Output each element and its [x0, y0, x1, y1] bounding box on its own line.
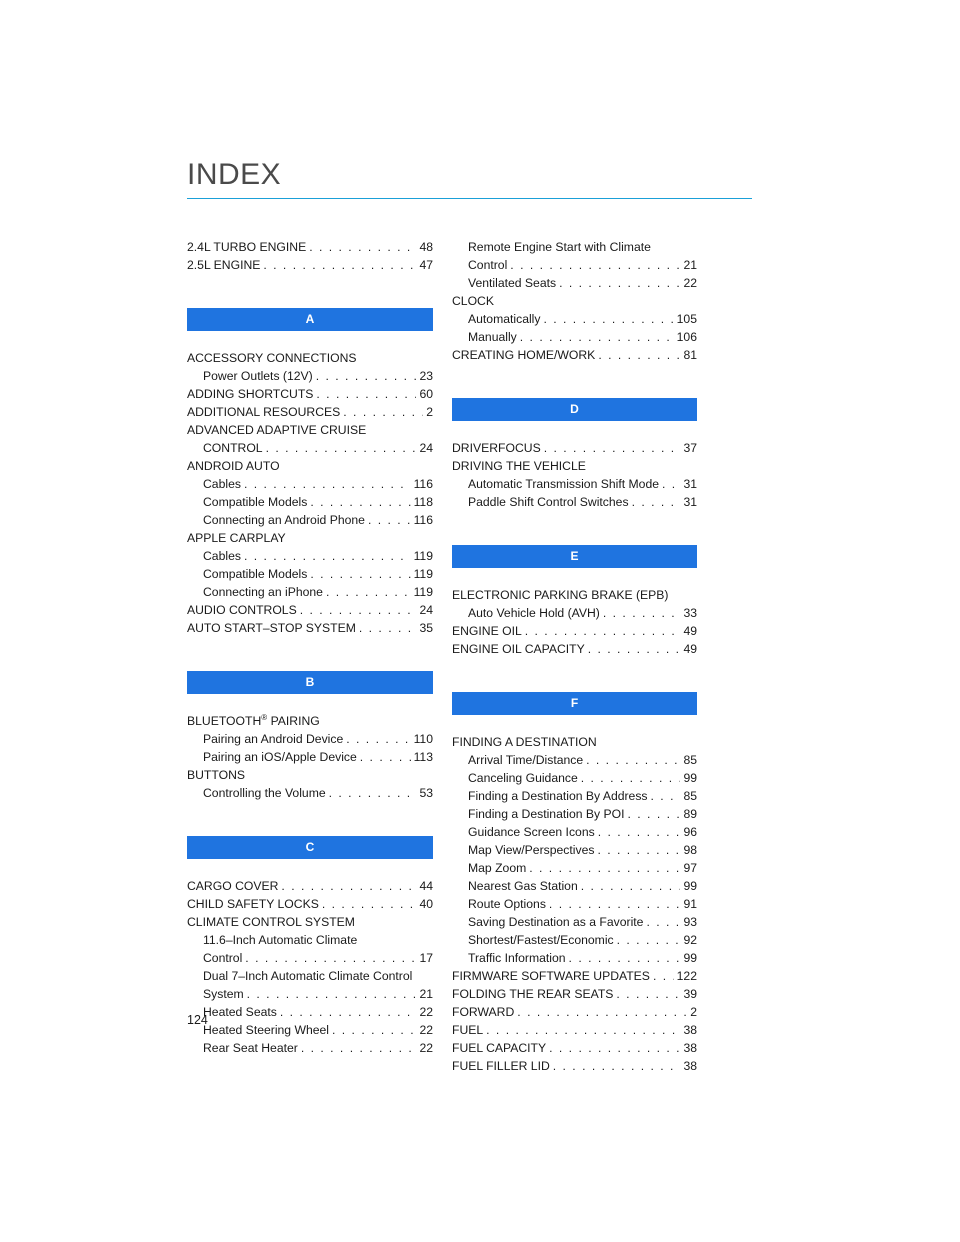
index-heading: DRIVING THE VEHICLE	[452, 459, 586, 473]
index-entry[interactable]: Compatible Models . . . 119	[187, 565, 433, 583]
index-entry[interactable]: AUTO START–STOP SYSTEM . . . 35	[187, 619, 433, 637]
index-entry[interactable]: ADDING SHORTCUTS . . . 60	[187, 385, 433, 403]
index-entry[interactable]: Pairing an Android Device . . . 110	[187, 730, 433, 748]
index-entry[interactable]: 2.4L TURBO ENGINE . . . 48	[187, 238, 433, 256]
index-entry[interactable]: FUEL FILLER LID . . . 38	[452, 1057, 697, 1075]
section-header-f: F	[452, 692, 697, 715]
index-entry[interactable]: FIRMWARE SOFTWARE UPDATES . . . 122	[452, 967, 697, 985]
index-entry[interactable]: Power Outlets (12V) . . . 23	[187, 367, 433, 385]
index-entry[interactable]: DRIVERFOCUS . . . 37	[452, 439, 697, 457]
index-entry[interactable]: Guidance Screen Icons . . . 96	[452, 823, 697, 841]
index-entry[interactable]: Cables . . . 119	[187, 547, 433, 565]
index-entry[interactable]: Canceling Guidance . . . 99	[452, 769, 697, 787]
index-entry[interactable]: Cables . . . 116	[187, 475, 433, 493]
index-heading: ADVANCED ADAPTIVE CRUISE	[187, 423, 367, 437]
index-entry[interactable]: ENGINE OIL . . . 49	[452, 622, 697, 640]
index-entry[interactable]: Shortest/Fastest/Economic . . . 92	[452, 931, 697, 949]
section-header-b: B	[187, 671, 433, 694]
section-header-c: C	[187, 836, 433, 859]
index-heading: BUTTONS	[187, 768, 246, 782]
index-entry[interactable]: ENGINE OIL CAPACITY . . . 49	[452, 640, 697, 658]
index-entry[interactable]: CHILD SAFETY LOCKS . . . 40	[187, 895, 433, 913]
index-entry[interactable]: Controlling the Volume . . . 53	[187, 784, 433, 802]
index-entry[interactable]: 2.5L ENGINE . . . 47	[187, 256, 433, 274]
index-heading: Dual 7–Inch Automatic Climate Control	[203, 969, 413, 983]
index-entry[interactable]: CONTROL . . . 24	[187, 439, 433, 457]
index-entry[interactable]: Ventilated Seats . . . 22	[452, 274, 697, 292]
index-entry[interactable]: Map Zoom . . . 97	[452, 859, 697, 877]
index-heading: BLUETOOTH® PAIRING	[187, 712, 320, 728]
index-entry[interactable]: Arrival Time/Distance . . . 85	[452, 751, 697, 769]
index-entry[interactable]: Pairing an iOS/Apple Device . . . 113	[187, 748, 433, 766]
index-entry[interactable]: Control . . . 17	[187, 949, 433, 967]
page-number: 124	[187, 1013, 208, 1027]
index-entry[interactable]: Rear Seat Heater . . . 22	[187, 1039, 433, 1057]
index-heading: APPLE CARPLAY	[187, 531, 286, 545]
index-entry[interactable]: Compatible Models . . . 118	[187, 493, 433, 511]
index-entry[interactable]: Automatic Transmission Shift Mode . . . 31	[452, 475, 697, 493]
index-entry[interactable]: Traffic Information . . . 99	[452, 949, 697, 967]
index-heading: Remote Engine Start with Climate	[468, 240, 651, 254]
index-entry[interactable]: FORWARD . . . 2	[452, 1003, 697, 1021]
index-entry[interactable]: FUEL . . . 38	[452, 1021, 697, 1039]
index-entry[interactable]: Control . . . 21	[452, 256, 697, 274]
index-entry[interactable]: Finding a Destination By Address . . . 85	[452, 787, 697, 805]
index-entry[interactable]: Auto Vehicle Hold (AVH) . . . 33	[452, 604, 697, 622]
index-entry[interactable]: Nearest Gas Station . . . 99	[452, 877, 697, 895]
index-heading: ACCESSORY CONNECTIONS	[187, 351, 357, 365]
index-entry[interactable]: Automatically . . . 105	[452, 310, 697, 328]
index-entry[interactable]: Paddle Shift Control Switches . . . 31	[452, 493, 697, 511]
index-entry[interactable]: CREATING HOME/WORK . . . 81	[452, 346, 697, 364]
index-entry[interactable]: Finding a Destination By POI . . . 89	[452, 805, 697, 823]
index-entry[interactable]: Map View/Perspectives . . . 98	[452, 841, 697, 859]
page-title: INDEX	[187, 158, 282, 191]
index-heading: CLIMATE CONTROL SYSTEM	[187, 915, 355, 929]
index-entry[interactable]: Connecting an iPhone . . . 119	[187, 583, 433, 601]
index-column-left	[187, 238, 433, 1057]
index-entry[interactable]: Saving Destination as a Favorite . . . 93	[452, 913, 697, 931]
index-entry[interactable]: FOLDING THE REAR SEATS . . . 39	[452, 985, 697, 1003]
index-entry[interactable]: Heated Seats . . . 22	[187, 1003, 433, 1021]
index-entry[interactable]: System . . . 21	[187, 985, 433, 1003]
index-entry[interactable]: Route Options . . . 91	[452, 895, 697, 913]
index-entry[interactable]: AUDIO CONTROLS . . . 24	[187, 601, 433, 619]
index-heading: CLOCK	[452, 294, 494, 308]
section-header-a: A	[187, 308, 433, 331]
index-heading: ELECTRONIC PARKING BRAKE (EPB)	[452, 588, 669, 602]
section-header-d: D	[452, 398, 697, 421]
index-entry[interactable]: CARGO COVER . . . 44	[187, 877, 433, 895]
index-heading: 11.6–Inch Automatic Climate	[203, 933, 358, 947]
section-header-e: E	[452, 545, 697, 568]
index-heading: ANDROID AUTO	[187, 459, 280, 473]
index-column-right	[452, 238, 697, 1075]
index-entry[interactable]: ADDITIONAL RESOURCES . . . 2	[187, 403, 433, 421]
index-entry[interactable]: Connecting an Android Phone . . . 116	[187, 511, 433, 529]
title-divider	[187, 198, 752, 199]
index-entry[interactable]: FUEL CAPACITY . . . 38	[452, 1039, 697, 1057]
index-heading: FINDING A DESTINATION	[452, 735, 597, 749]
index-entry[interactable]: Heated Steering Wheel . . . 22	[187, 1021, 433, 1039]
index-entry[interactable]: Manually . . . 106	[452, 328, 697, 346]
